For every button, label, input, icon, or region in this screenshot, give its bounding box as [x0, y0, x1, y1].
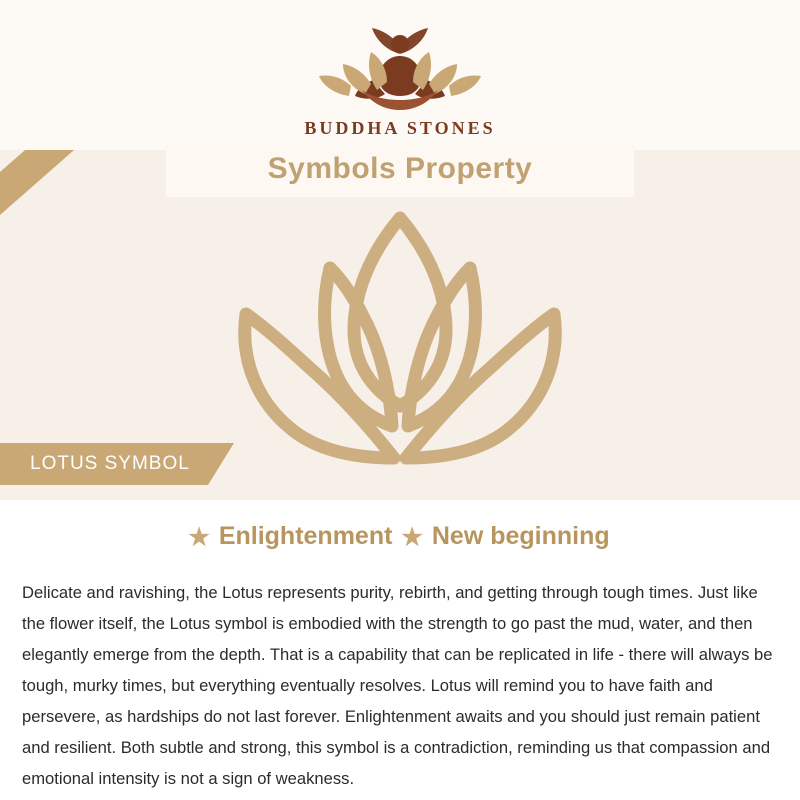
- headline-word-one: Enlightenment: [218, 522, 393, 550]
- brand-header: [0, 18, 800, 139]
- star-icon-left: ★: [188, 524, 210, 551]
- lotus-meditation-figure-icon: [0, 18, 800, 114]
- lotus-symbol-ribbon: [0, 443, 234, 485]
- headline-word-two: New beginning: [431, 522, 610, 550]
- page-title: Symbols Property: [267, 152, 533, 185]
- star-icon-middle: ★: [401, 524, 423, 551]
- brand-name: BUDDHA STONES: [304, 118, 496, 138]
- ribbon-body: [0, 443, 208, 485]
- ribbon-label: LOTUS SYMBOL: [30, 453, 190, 474]
- body-paragraph: Delicate and ravishing, the Lotus represents purity, rebirth, and getting through tough times. Just like the flower itself, the Lotus symbol is embodied with the strength to go past the mud, water, and then elegantly emerge from the depth. That is a capability that can be replicated in life - there will always be tough, murky times, but everything eventually resolves. Lotus will remind you to have faith and persevere, as hardships do not last forever. Enlightenment awaits and you should just remain patient and resilient. Both subtle and strong, this symbol is a contradiction, reminding us that compassion and emotional intensity is not a sign of weakness.: [22, 582, 773, 788]
- lotus-flower-icon: [190, 196, 610, 496]
- headline: [0, 522, 800, 552]
- ribbon-tail: [208, 443, 234, 485]
- title-plate: [166, 141, 634, 197]
